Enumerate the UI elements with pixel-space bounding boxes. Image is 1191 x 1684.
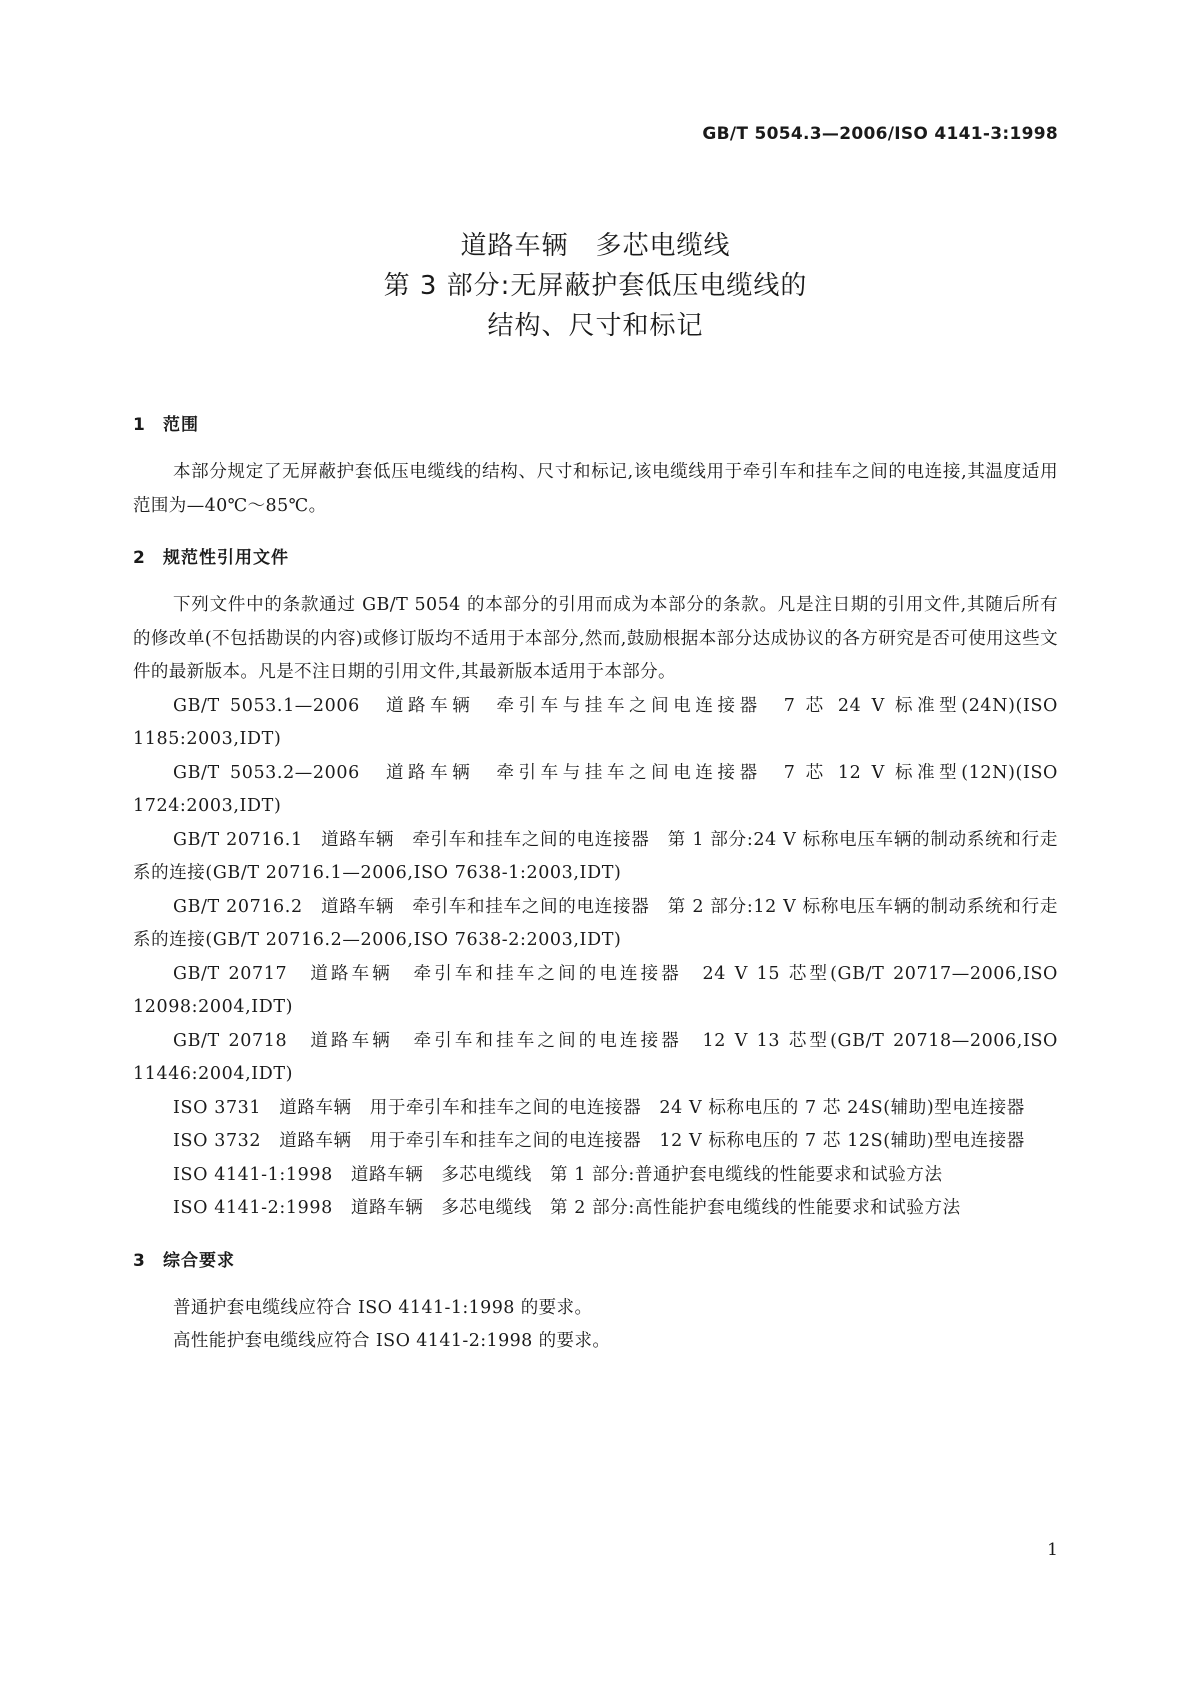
standard-code: GB/T 5054.3—2006/ISO 4141-3:1998 bbox=[702, 124, 1058, 144]
section-heading-normative-references bbox=[133, 541, 1058, 575]
reference-item: ISO 3732 道路车辆 用于牵引车和挂车之间的电连接器 12 V 标称电压的 7 芯 12S(辅助)型电连接器 bbox=[173, 1131, 1025, 1151]
requirement-paragraph: 普通护套电缆线应符合 ISO 4141-1:1998 的要求。 bbox=[173, 1297, 593, 1318]
title-line-3: 结构、尺寸和标记 bbox=[487, 311, 704, 341]
document-title bbox=[0, 226, 1191, 346]
reference-item: GB/T 20716.1 道路车辆 牵引车和挂车之间的电连接器 第 1 部分:24 V 标称电压车辆的制动系统和行走系的连接(GB/T 20716.1—2006,ISO 7638-1:2003,IDT) bbox=[133, 829, 1058, 883]
section-number: 2 bbox=[133, 548, 146, 568]
title-line-1: 道路车辆 多芯电缆线 bbox=[460, 231, 731, 261]
reference-item: ISO 4141-1:1998 道路车辆 多芯电缆线 第 1 部分:普通护套电缆线的性能要求和试验方法 bbox=[173, 1164, 943, 1185]
title-line-2: 第 3 部分:无屏蔽护套低压电缆线的 bbox=[383, 271, 808, 301]
section-title: 综合要求 bbox=[163, 1250, 235, 1271]
reference-item: GB/T 20717 道路车辆 牵引车和挂车之间的电连接器 24 V 15 芯型(GB/T 20717—2006,ISO 12098:2004,IDT) bbox=[133, 963, 1065, 1017]
reference-item: ISO 4141-2:1998 道路车辆 多芯电缆线 第 2 部分:高性能护套电缆线的性能要求和试验方法 bbox=[173, 1198, 961, 1218]
document-body bbox=[133, 408, 1065, 1359]
references-intro-paragraph: 下列文件中的条款通过 GB/T 5054 的本部分的引用而成为本部分的条款。凡是注日期的引用文件,其随后所有的修改单(不包括勘误的内容)或修订版均不适用于本部分,然而,鼓励根据本部分达成协议的各方研究是否可使用这些文件的最新版本。凡是不注日期的引用文件,其最新版本适用于本部分。 bbox=[133, 595, 1058, 682]
reference-item: GB/T 5053.2—2006 道路车辆 牵引车与挂车之间电连接器 7 芯 12 V 标准型(12N)(ISO 1724:2003,IDT) bbox=[133, 762, 1065, 816]
section-heading-general-requirements bbox=[133, 1244, 1058, 1278]
section-title: 规范性引用文件 bbox=[163, 548, 289, 568]
section-heading-scope bbox=[133, 408, 1058, 442]
scope-paragraph: 本部分规定了无屏蔽护套低压电缆线的结构、尺寸和标记,该电缆线用于牵引车和挂车之间的电连接,其温度适用范围为—40℃～85℃。 bbox=[133, 462, 1058, 516]
reference-item: GB/T 20716.2 道路车辆 牵引车和挂车之间的电连接器 第 2 部分:12 V 标称电压车辆的制动系统和行走系的连接(GB/T 20716.2—2006,ISO 7638-2:2003,IDT) bbox=[133, 896, 1058, 950]
section-number: 1 bbox=[133, 415, 146, 435]
section-title: 范围 bbox=[163, 415, 199, 435]
reference-item: GB/T 20718 道路车辆 牵引车和挂车之间的电连接器 12 V 13 芯型(GB/T 20718—2006,ISO 11446:2004,IDT) bbox=[133, 1030, 1065, 1084]
reference-item: GB/T 5053.1—2006 道路车辆 牵引车与挂车之间电连接器 7 芯 24 V 标准型(24N)(ISO 1185:2003,IDT) bbox=[133, 695, 1065, 749]
requirement-paragraph: 高性能护套电缆线应符合 ISO 4141-2:1998 的要求。 bbox=[173, 1331, 611, 1351]
reference-item: ISO 3731 道路车辆 用于牵引车和挂车之间的电连接器 24 V 标称电压的 7 芯 24S(辅助)型电连接器 bbox=[173, 1097, 1025, 1118]
page-number: 1 bbox=[1047, 1540, 1058, 1560]
section-number: 3 bbox=[133, 1250, 146, 1271]
